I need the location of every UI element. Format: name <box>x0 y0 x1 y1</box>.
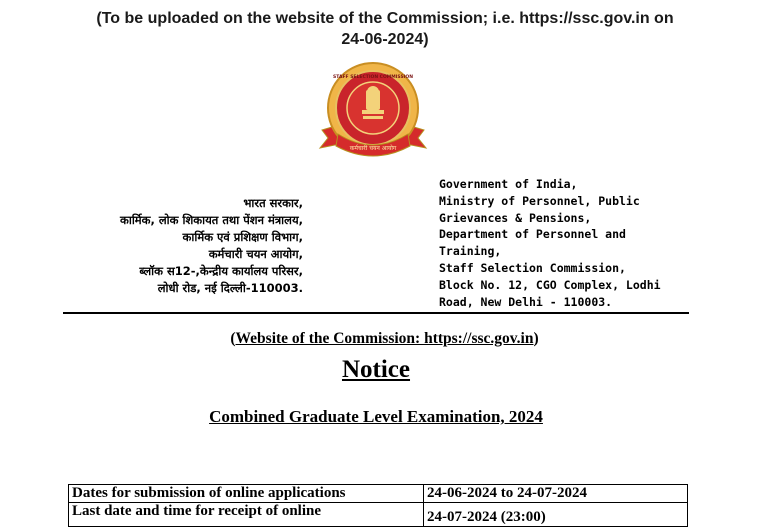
english-address-line: Department of Personnel and <box>439 227 626 242</box>
logo-top-text: STAFF SELECTION COMMISSION <box>333 75 413 80</box>
english-address-line: Grievances & Pensions, <box>439 210 592 225</box>
english-address-line: Road, New Delhi - 110003. <box>439 294 613 309</box>
table-cell-value: 24-06-2024 to 24-07-2024 <box>424 485 688 503</box>
hindi-address-line: कर्मचारी चयन आयोग, <box>208 247 303 261</box>
english-address-line: Ministry of Personnel, Public <box>439 193 640 208</box>
header-divider <box>63 312 689 314</box>
table-row <box>69 485 688 503</box>
english-address-line: Government of India, <box>439 177 578 191</box>
table-cell-label: Last date and time for receipt of online <box>69 503 424 527</box>
hindi-address-line: लोधी रोड, नई दिल्ली-110003. <box>157 281 303 295</box>
english-address-line: Staff Selection Commission, <box>439 260 626 275</box>
table-row <box>69 503 688 527</box>
website-link[interactable]: Website of the Commission: https://ssc.gov.in <box>235 330 534 347</box>
hindi-address-line: भारत सरकार, <box>243 196 303 210</box>
website-paren-open: ( <box>230 330 236 347</box>
upload-note-line1: (To be uploaded on the website of the Commission; i.e. https://ssc.gov.in on <box>96 10 674 27</box>
ssc-emblem-icon <box>316 60 430 166</box>
hindi-address-line: कार्मिक, लोक शिकायत तथा पेंशन मंत्रालय, <box>120 213 303 227</box>
upload-note-line2: 24-06-2024) <box>341 31 429 48</box>
exam-title: Combined Graduate Level Examination, 2024 <box>209 407 543 426</box>
website-line <box>0 330 769 348</box>
upload-note <box>60 8 710 50</box>
english-address-line: Training, <box>439 244 502 259</box>
hindi-address-line: ब्लॉक स12-,केन्द्रीय कार्यालय परिसर, <box>139 264 303 278</box>
hindi-address-line: कार्मिक एवं प्रशिक्षण विभाग, <box>182 230 303 244</box>
website-paren-close: ) <box>533 330 539 347</box>
table-cell-label: Dates for submission of online applications <box>69 485 424 503</box>
table-cell-value: 24-07-2024 (23:00) <box>424 503 688 527</box>
hindi-address <box>120 195 303 297</box>
english-address-line: Block No. 12, CGO Complex, Lodhi <box>439 277 661 292</box>
notice-title: Notice <box>341 356 411 383</box>
logo-banner-text: कर्मचारी चयन आयोग <box>349 145 397 152</box>
english-address <box>439 176 689 310</box>
dates-table <box>68 484 688 527</box>
